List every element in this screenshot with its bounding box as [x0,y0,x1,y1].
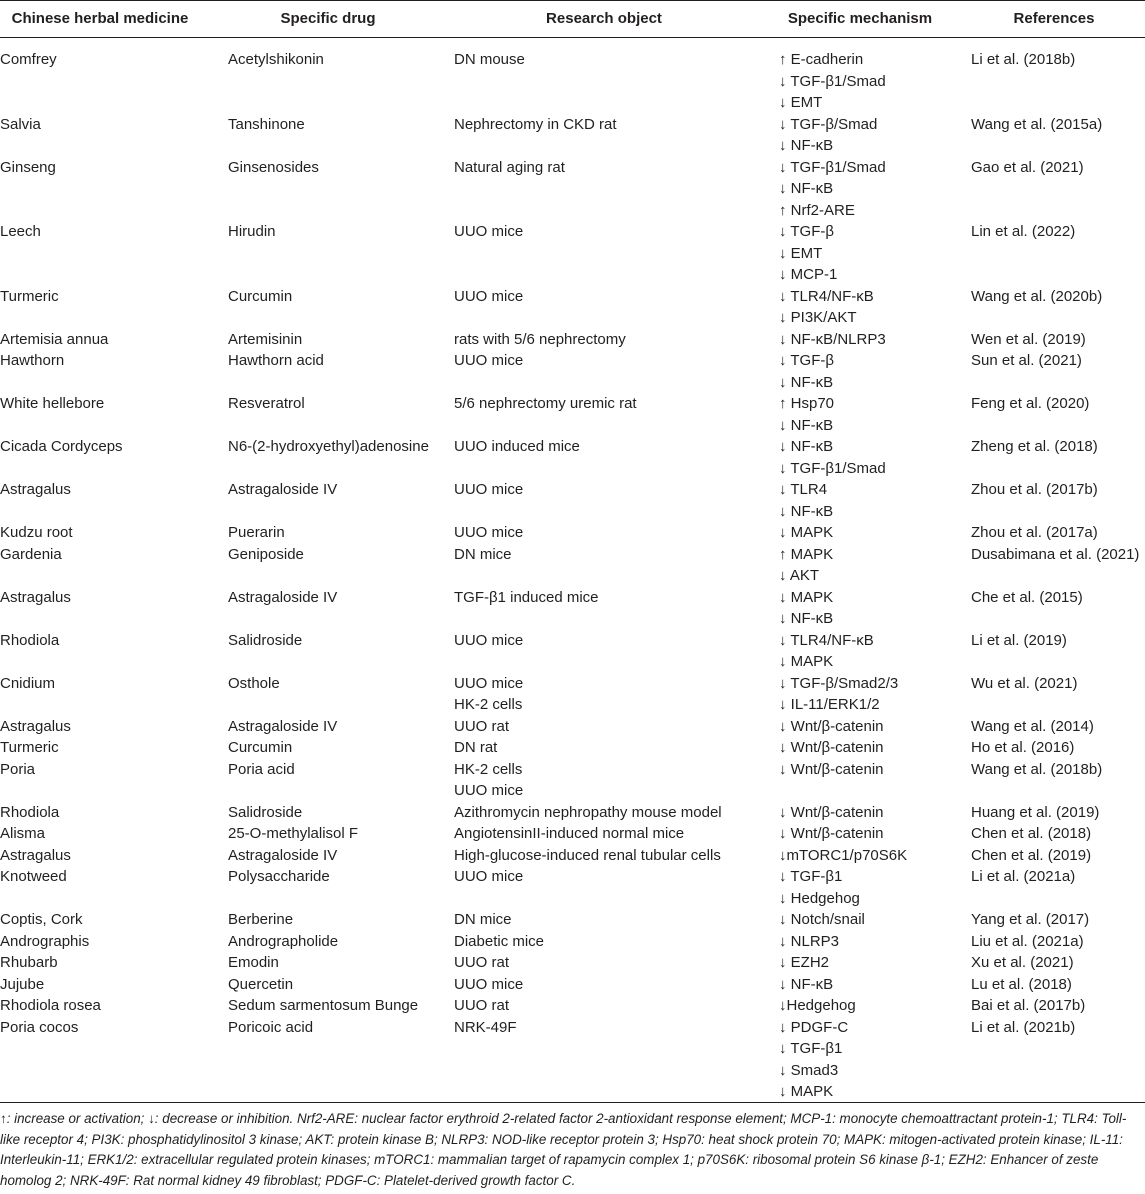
reference-cell: Li et al. (2018b) [971,51,1076,68]
research-object-line: UUO rat [454,717,510,735]
herbal-medicine-cell: Rhubarb [0,954,58,971]
specific-drug-cell: Curcumin [228,739,293,756]
reference-cell: Li et al. (2021a) [971,868,1076,885]
research-object-cell [454,587,599,609]
table-row [0,909,1145,931]
reference-cell: Chen et al. (2018) [971,825,1092,842]
specific-drug-cell: Sedum sarmentosum Bunge [228,997,419,1014]
research-object-line: UUO mice [454,481,524,498]
table-row [0,866,1145,909]
table-row [0,350,1145,393]
research-object-cell [454,952,509,974]
herbal-medicine-cell: Astragalus [0,588,71,606]
research-object-line: UUO mice [454,631,524,649]
mechanism-line: ↓ NF-κB [779,975,834,993]
mechanism-line: ↓ NF-κB [779,137,834,154]
reference-cell: Ho et al. (2016) [971,739,1075,756]
herbal-medicine-cell: Rhodiola [0,631,60,649]
mechanism-line: ↓ Smad3 [779,1061,839,1079]
mechanism-line: ↓ TLR4/NF-κB [779,287,874,305]
mechanism-line: ↓ TGF-β1/Smad [779,459,886,477]
table-row [0,1017,1145,1103]
mechanism-line: ↓ Wnt/β-catenin [779,760,884,778]
mechanism-cell [779,974,833,996]
specific-drug-cell: Curcumin [228,287,293,305]
mechanism-cell [779,221,837,286]
research-object-line: HK-2 cells [454,760,523,778]
research-object-line: UUO mice [454,868,524,885]
herbal-medicine-cell: Turmeric [0,287,59,305]
reference-cell: Wang et al. (2018b) [971,760,1103,778]
research-object-cell [454,823,684,845]
table-row [0,995,1145,1017]
research-object-line: UUO induced mice [454,438,580,455]
research-object-line: Natural aging rat [454,158,565,176]
specific-drug-cell: Poria acid [228,760,295,778]
specific-drug-cell: Osthole [228,674,280,692]
mechanism-cell [779,157,886,222]
reference-cell: Li et al. (2021b) [971,1018,1076,1036]
research-object-line: UUO mice [454,782,524,799]
table-row [0,931,1145,953]
table-row [0,845,1145,867]
mechanism-cell [779,522,833,544]
research-object-line: UUO mice [454,674,524,692]
herbal-medicine-cell: Turmeric [0,739,59,756]
research-object-line: NRK-49F [454,1018,517,1036]
research-object-line: Nephrectomy in CKD rat [454,115,617,133]
research-object-cell [454,931,544,953]
research-object-cell [454,350,523,372]
herbal-medicine-cell: Astragalus [0,481,71,498]
mechanism-line: ↓ AKT [779,567,820,584]
reference-cell: Liu et al. (2021a) [971,932,1084,950]
mechanism-line: ↓ TGF-β1 [779,868,843,885]
table-row [0,479,1145,522]
research-object-cell [454,329,626,351]
research-object-line: DN mouse [454,51,525,68]
specific-drug-cell: Astragaloside IV [228,846,338,864]
research-object-line: 5/6 nephrectomy uremic rat [454,395,637,412]
herbal-medicine-cell: Poria cocos [0,1018,79,1036]
mechanism-line: ↓ MCP-1 [779,266,838,283]
header-herbal-medicine: Chinese herbal medicine [11,10,189,27]
specific-drug-cell: Polysaccharide [228,868,330,885]
reference-cell: Gao et al. (2021) [971,158,1084,176]
mechanism-line: ↓ NF-κB [779,416,834,434]
mechanism-line: ↓ NLRP3 [779,932,840,950]
research-object-line: TGF-β1 induced mice [454,588,599,606]
reference-cell: Wen et al. (2019) [971,330,1086,348]
research-object-cell [454,479,523,501]
research-object-cell [454,802,722,824]
herbal-medicine-cell: Cnidium [0,674,56,692]
research-object-cell [454,673,523,716]
table-row [0,587,1145,630]
mechanism-line: ↓ EZH2 [779,954,830,971]
mechanism-cell [779,909,865,931]
mechanism-line: ↓ EMT [779,94,823,111]
mechanism-line: ↓ EMT [779,244,823,262]
herbal-medicine-cell: Astragalus [0,846,71,864]
table-row [0,630,1145,673]
mechanism-line: ↓ NF-κB [779,180,834,197]
mechanism-line: ↓ PI3K/AKT [779,309,857,326]
research-object-line: AngiotensinII-induced normal mice [454,825,685,842]
reference-cell: Feng et al. (2020) [971,395,1090,412]
mechanism-cell [779,350,834,393]
table-row [0,952,1145,974]
mechanism-cell [779,436,886,479]
reference-cell: Yang et al. (2017) [971,911,1090,928]
mechanism-cell [779,673,898,716]
mechanism-cell [779,587,833,630]
mechanism-cell [779,952,829,974]
mechanism-cell [779,995,856,1017]
research-object-cell [454,286,523,308]
herbal-medicine-cell: Ginseng [0,158,56,176]
herbal-medicine-cell: Rhodiola rosea [0,997,101,1014]
mechanism-line: ↓ MAPK [779,1083,834,1100]
herbal-medicine-cell: Cicada Cordyceps [0,438,123,455]
research-object-cell [454,49,525,71]
mechanism-line: ↓ Notch/snail [779,911,865,928]
specific-drug-cell: Quercetin [228,975,294,993]
reference-cell: Lu et al. (2018) [971,975,1072,993]
research-object-line: Diabetic mice [454,932,545,950]
table-row [0,673,1145,716]
herbal-medicine-cell: Andrographis [0,932,90,950]
research-object-line: DN mice [454,911,512,928]
mechanism-cell [779,823,884,845]
research-object-cell [454,759,523,802]
research-object-cell [454,845,721,867]
table-bottom-rule [0,1102,1145,1103]
research-object-cell [454,1017,517,1039]
reference-cell: Sun et al. (2021) [971,352,1082,369]
mechanism-line: ↓ MAPK [779,588,834,606]
specific-drug-cell: Hirudin [228,223,276,240]
reference-cell: Wang et al. (2020b) [971,287,1103,305]
mechanism-line: ↓ MAPK [779,524,834,541]
specific-drug-cell: Puerarin [228,524,285,541]
research-object-line: DN mice [454,545,512,563]
specific-drug-cell: Andrographolide [228,932,339,950]
mechanism-cell [779,329,886,351]
herbal-medicine-cell: Salvia [0,115,41,133]
specific-drug-cell: Salidroside [228,631,303,649]
research-object-cell [454,630,523,652]
reference-cell: Chen et al. (2019) [971,846,1092,864]
herbal-medicine-cell: Rhodiola [0,803,60,821]
header-specific-drug: Specific drug [280,10,376,27]
mechanism-cell [779,931,839,953]
mechanism-cell [779,544,833,587]
mechanism-cell [779,866,860,909]
research-object-cell [454,522,523,544]
specific-drug-cell: Resveratrol [228,395,305,412]
research-object-line: UUO mice [454,524,524,541]
mechanism-line: ↑ E-cadherin [779,51,864,68]
mechanism-line: ↓ TLR4/NF-κB [779,631,874,649]
reference-cell: Che et al. (2015) [971,588,1083,606]
table-row [0,544,1145,587]
header-research-object: Research object [546,10,662,27]
specific-drug-cell: Ginsenosides [228,158,319,176]
reference-cell: Xu et al. (2021) [971,954,1074,971]
herbal-medicine-cell: Comfrey [0,51,57,68]
table-row [0,716,1145,738]
mechanism-line: ↓ Hedgehog [779,889,860,907]
table-row [0,49,1145,114]
mechanism-line: ↓ Wnt/β-catenin [779,717,884,735]
specific-drug-cell: Astragaloside IV [228,717,338,735]
herbal-medicine-cell: Kudzu root [0,524,73,541]
specific-drug-cell: Hawthorn acid [228,352,324,369]
reference-cell: Zhou et al. (2017a) [971,524,1098,541]
mechanism-line: ↓ NF-κB [779,502,834,520]
table-header [0,0,1145,38]
research-object-line: rats with 5/6 nephrectomy [454,330,626,348]
reference-cell: Wu et al. (2021) [971,674,1078,692]
mechanism-line: ↓ TGF-β/Smad [779,115,878,133]
research-object-cell [454,221,523,243]
herbal-medicine-cell: Poria [0,760,36,778]
herbal-medicine-cell: Alisma [0,825,46,842]
mechanism-line: ↓ Wnt/β-catenin [779,803,884,821]
specific-drug-cell: Salidroside [228,803,303,821]
research-object-line: UUO mice [454,223,524,240]
reference-cell: Lin et al. (2022) [971,223,1076,240]
header-references: References [1013,10,1095,27]
mechanism-line: ↓ PDGF-C [779,1018,849,1036]
mechanism-line: ↓ NF-κB [779,373,834,391]
table-row [0,221,1145,286]
header-specific-mechanism: Specific mechanism [787,10,933,27]
mechanism-line: ↓ MAPK [779,653,834,670]
research-object-cell [454,157,565,179]
reference-cell: Bai et al. (2017b) [971,997,1086,1014]
research-object-cell [454,114,617,136]
mechanism-cell [779,114,877,157]
reference-cell: Huang et al. (2019) [971,803,1100,821]
mechanism-cell [779,1017,848,1103]
research-object-line: UUO mice [454,287,524,305]
specific-drug-cell: Emodin [228,954,279,971]
research-object-line: UUO rat [454,997,510,1014]
mechanism-line: ↓ TGF-β/Smad2/3 [779,674,899,692]
research-object-line: Azithromycin nephropathy mouse model [454,803,722,821]
herbal-medicine-cell: Hawthorn [0,352,65,369]
mechanism-cell [779,716,884,738]
table-row [0,286,1145,329]
mechanism-line: ↓ Wnt/β-catenin [779,825,884,842]
table-row [0,114,1145,157]
mechanism-line: ↓ Wnt/β-catenin [779,739,884,756]
reference-cell: Wang et al. (2014) [971,717,1094,735]
research-object-cell [454,716,509,738]
mechanism-line: ↑ Hsp70 [779,395,835,412]
table-row [0,737,1145,759]
specific-drug-cell: Berberine [228,911,294,928]
research-object-line: UUO mice [454,352,524,369]
research-object-line: High-glucose-induced renal tubular cells [454,846,721,864]
mechanism-line: ↓ TGF-β [779,352,835,369]
specific-drug-cell: Poricoic acid [228,1018,314,1036]
herbal-medicine-cell: Knotweed [0,868,67,885]
herbal-medicine-cell: Jujube [0,975,45,993]
research-object-cell [454,393,637,415]
mechanism-line: ↑ Nrf2-ARE [779,201,855,219]
table-footnote: ↑: increase or activation; ↓: decrease or inhibition. Nrf2-ARE: nuclear factor erythroid 2-related factor 2-antioxidant response element; MCP-1: monocyte chemoattractant protein-1; TLR4: Toll-like receptor 4; PI3K: phosphatidylinositol 3 kinase; AKT: protein kinase B; NLRP3: NOD-like receptor protein 3; Hsp70: heat shock protein 70; MAPK: mitogen-activated protein kinase; IL-11: Interleukin-11; ERK1/2: extracellular regulated protein kinases; mTORC1: mammalian target of rapamycin complex 1; p70S6K: ribosomal protein S6 kinase β-1; EZH2: Enhancer of zeste homolog 2; NRK-49F: Rat normal kidney 49 fibroblast; PDGF-C: Platelet-derived growth factor C. [0,1111,1127,1188]
table-row [0,802,1145,824]
specific-drug-cell: Artemisinin [228,330,303,348]
research-object-cell [454,737,497,759]
herbal-medicine-cell: Astragalus [0,717,71,735]
specific-drug-cell: 25-O-methylalisol F [228,825,359,842]
mechanism-cell [779,737,884,759]
reference-cell: Zhou et al. (2017b) [971,481,1098,498]
mechanism-line: ↓ TGF-β1 [779,1040,843,1057]
mechanism-cell [779,393,834,436]
mechanism-line: ↑ MAPK [779,545,834,563]
research-object-line: UUO rat [454,954,510,971]
herbal-medicine-cell: Leech [0,223,41,240]
research-object-cell [454,974,523,996]
mechanism-line: ↓ NF-κB [779,610,834,627]
mechanism-cell [779,802,884,824]
research-object-cell [454,866,523,888]
research-object-cell [454,909,512,931]
mechanism-cell [779,759,884,781]
mechanism-line: ↓ NF-κB [779,438,834,455]
table-body [0,49,1145,1103]
table-row [0,974,1145,996]
table-row [0,823,1145,845]
research-object-line: DN rat [454,739,498,756]
herbal-medicine-cell: Artemisia annua [0,330,109,348]
research-object-line: UUO mice [454,975,524,993]
mechanism-cell [779,49,886,114]
table-row [0,329,1145,351]
herbal-medicine-cell: Coptis, Cork [0,911,83,928]
specific-drug-cell: Tanshinone [228,115,305,133]
mechanism-line: ↓ TLR4 [779,481,828,498]
mechanism-line: ↓ TGF-β1/Smad [779,158,886,176]
herbal-medicine-cell: White hellebore [0,395,105,412]
mechanism-line: ↓ TGF-β1/Smad [779,72,886,90]
specific-drug-cell: Geniposide [228,545,304,563]
research-object-line: HK-2 cells [454,696,523,713]
reference-cell: Wang et al. (2015a) [971,115,1103,133]
research-object-cell [454,995,509,1017]
table-row [0,522,1145,544]
research-object-cell [454,544,512,566]
table-row [0,157,1145,222]
mechanism-line: ↓Hedgehog [779,997,856,1014]
research-object-cell [454,436,580,458]
reference-cell: Zheng et al. (2018) [971,438,1098,455]
table-row [0,436,1145,479]
mechanism-line: ↓ IL-11/ERK1/2 [779,696,880,713]
specific-drug-cell: Astragaloside IV [228,588,338,606]
mechanism-cell [779,479,833,522]
mechanism-line: ↓ NF-κB/NLRP3 [779,330,886,348]
reference-cell: Dusabimana et al. (2021) [971,545,1140,563]
reference-cell: Li et al. (2019) [971,631,1067,649]
mechanism-cell [779,630,874,673]
specific-drug-cell: N6-(2-hydroxyethyl)adenosine [228,438,429,455]
table-row [0,393,1145,436]
specific-drug-cell: Acetylshikonin [228,51,324,68]
herbal-medicine-cell: Gardenia [0,545,62,563]
mechanism-cell [779,286,874,329]
table-row [0,759,1145,802]
mechanism-cell [779,845,907,867]
mechanism-line: ↓mTORC1/p70S6K [779,846,908,864]
mechanism-line: ↓ TGF-β [779,223,835,240]
specific-drug-cell: Astragaloside IV [228,481,338,498]
